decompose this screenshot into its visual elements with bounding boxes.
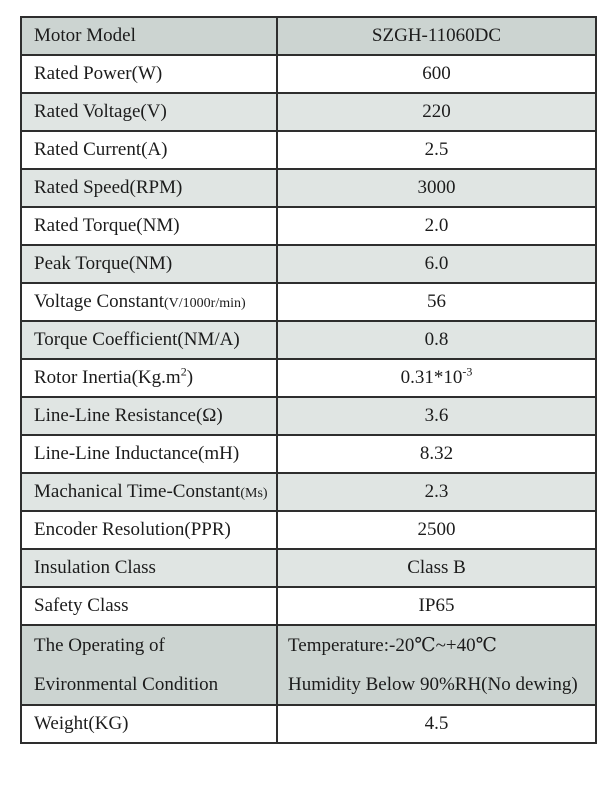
spec-label: Weight(KG) <box>34 713 129 734</box>
spec-row-torque-coefficient <box>21 321 596 359</box>
spec-row-encoder-resolution <box>21 511 596 549</box>
spec-value-cell <box>277 511 596 549</box>
spec-label-cell <box>21 55 277 93</box>
spec-value-line1: Temperature:-20℃~+40℃ <box>288 635 497 656</box>
spec-label-cell <box>21 93 277 131</box>
spec-value-cell <box>277 359 596 397</box>
spec-value: 6.0 <box>424 253 449 274</box>
spec-value-cell <box>277 55 596 93</box>
spec-row-safety-class <box>21 587 596 625</box>
spec-label-cell <box>21 397 277 435</box>
spec-label-superscript: 2 <box>180 364 187 379</box>
spec-value: 0.8 <box>424 329 449 350</box>
spec-label-line1: The Operating of <box>34 635 165 656</box>
spec-value: 56 <box>427 291 446 312</box>
spec-label-end: ) <box>186 367 194 388</box>
spec-value: IP65 <box>418 595 455 616</box>
spec-value: SZGH-11060DC <box>371 25 502 46</box>
spec-label: Rated Current(A) <box>34 139 168 160</box>
spec-label-cell <box>21 511 277 549</box>
spec-row-motor-model <box>21 17 596 55</box>
spec-value-cell <box>277 397 596 435</box>
spec-value-cell <box>277 587 596 625</box>
spec-row-insulation-class <box>21 549 596 587</box>
spec-label: Safety Class <box>34 595 129 616</box>
spec-value: 2.0 <box>424 215 449 236</box>
spec-label-cell <box>21 359 277 397</box>
spec-label-cell <box>21 131 277 169</box>
spec-label-cell <box>21 17 277 55</box>
spec-value-cell <box>277 283 596 321</box>
spec-value: 8.32 <box>419 443 454 464</box>
spec-row-rotor-inertia <box>21 359 596 397</box>
spec-value-cell <box>277 473 596 511</box>
spec-label-cell <box>21 169 277 207</box>
spec-value: 600 <box>422 63 451 84</box>
spec-value-cell <box>277 245 596 283</box>
spec-value-cell <box>277 93 596 131</box>
spec-value: 220 <box>422 101 451 122</box>
spec-value-cell <box>277 549 596 587</box>
spec-value: Class B <box>407 557 466 578</box>
spec-value-cell <box>277 625 596 705</box>
spec-value-cell <box>277 207 596 245</box>
spec-row-line-inductance <box>21 435 596 473</box>
spec-label: Line-Line Inductance(mH) <box>34 443 240 464</box>
spec-label: Rated Torque(NM) <box>34 215 180 236</box>
spec-row-mechanical-time-constant <box>21 473 596 511</box>
spec-value-superscript: -3 <box>462 364 473 379</box>
spec-row-weight <box>21 705 596 743</box>
spec-row-rated-speed <box>21 169 596 207</box>
spec-label-cell <box>21 549 277 587</box>
spec-row-operating-condition <box>21 625 596 705</box>
spec-row-rated-current <box>21 131 596 169</box>
spec-label-cell <box>21 245 277 283</box>
spec-label: Rated Power(W) <box>34 63 163 84</box>
spec-row-rated-voltage <box>21 93 596 131</box>
spec-value: 4.5 <box>424 713 449 734</box>
motor-spec-table <box>20 16 597 744</box>
spec-value: 2500 <box>417 519 456 540</box>
spec-label-cell <box>21 473 277 511</box>
spec-value: 2.3 <box>424 481 449 502</box>
spec-label: Line-Line Resistance(Ω) <box>34 405 223 426</box>
spec-label-cell <box>21 435 277 473</box>
spec-label-unit: (Ms) <box>240 486 268 501</box>
spec-value: 3000 <box>417 177 456 198</box>
spec-row-rated-torque <box>21 207 596 245</box>
spec-label-unit: (V/1000r/min) <box>164 296 246 311</box>
spec-value-cell <box>277 17 596 55</box>
spec-value-cell <box>277 131 596 169</box>
spec-row-line-resistance <box>21 397 596 435</box>
spec-label: Motor Model <box>34 25 136 46</box>
spec-row-rated-power <box>21 55 596 93</box>
spec-row-voltage-constant <box>21 283 596 321</box>
spec-label: Torque Coefficient(NM/A) <box>34 329 240 350</box>
spec-value: 3.6 <box>424 405 449 426</box>
spec-label-line2: Evironmental Condition <box>34 674 219 695</box>
spec-label: Rotor Inertia(Kg.m <box>34 367 181 388</box>
spec-value-cell <box>277 705 596 743</box>
spec-label: Insulation Class <box>34 557 156 578</box>
spec-value: 0.31*10 <box>400 367 463 388</box>
spec-label: Peak Torque(NM) <box>34 253 173 274</box>
spec-label: Rated Voltage(V) <box>34 101 167 122</box>
spec-value-cell <box>277 435 596 473</box>
spec-label-cell <box>21 207 277 245</box>
spec-value-cell <box>277 169 596 207</box>
spec-label: Encoder Resolution(PPR) <box>34 519 231 540</box>
spec-value-cell <box>277 321 596 359</box>
spec-row-peak-torque <box>21 245 596 283</box>
spec-label: Voltage Constant <box>34 291 165 312</box>
spec-label-cell <box>21 587 277 625</box>
spec-label-cell <box>21 625 277 705</box>
spec-label: Machanical Time-Constant <box>34 481 241 502</box>
spec-label-cell <box>21 283 277 321</box>
spec-label-cell <box>21 321 277 359</box>
spec-value: 2.5 <box>424 139 449 160</box>
spec-label-cell <box>21 705 277 743</box>
spec-label: Rated Speed(RPM) <box>34 177 183 198</box>
spec-value-line2: Humidity Below 90%RH(No dewing) <box>288 674 578 695</box>
